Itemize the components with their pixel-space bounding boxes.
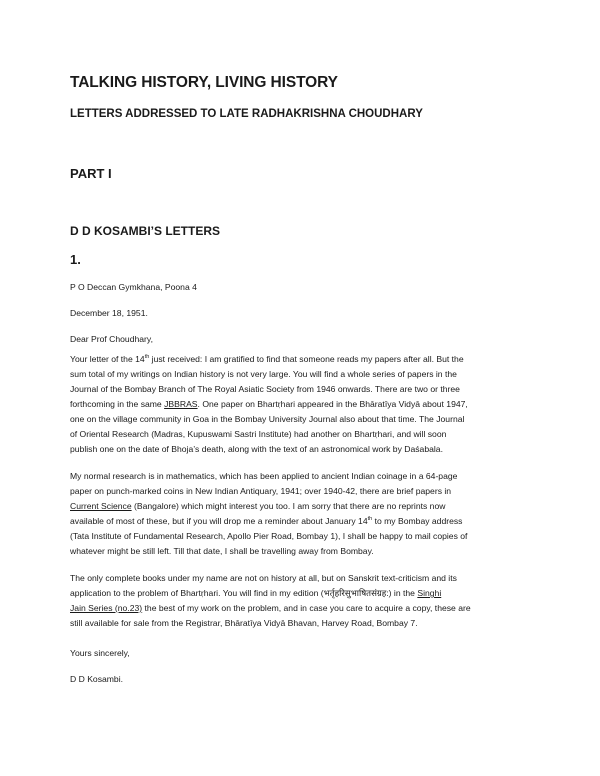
paragraph-line: of Oriental Research (Madras, Kupuswami Sastri Institute) had another on Bhartṛhari, and will soon <box>70 429 447 439</box>
paragraph-line: Current Science (Bangalore) which might interest you too. I am sorry that there are no reprints now <box>70 501 446 511</box>
paragraph-line: application to the problem of Bhartṛhari. You will find in my edition (भर्तृहरिसुभाषितसंग्रह:) in the Singhi <box>70 588 442 598</box>
paragraph-line: My normal research is in mathematics, which has been applied to ancient Indian coinage in a 64-page <box>70 471 458 481</box>
document-subtitle: LETTERS ADDRESSED TO LATE RADHAKRISHNA CHOUDHARY <box>70 108 423 120</box>
paragraph-line: whatever might be still left. Till that date, I shall be travelling away from Bombay. <box>70 546 374 556</box>
letter-address: P O Deccan Gymkhana, Poona 4 <box>70 282 197 292</box>
letter-closing: Yours sincerely, <box>70 648 130 658</box>
part-heading: PART I <box>70 166 112 181</box>
paragraph-1 <box>70 352 540 457</box>
paragraph-line: Jain Series (no.23) the best of my work on the problem, and in case you care to acquire a copy, these are <box>70 603 471 613</box>
jain-series-link[interactable]: Jain Series (no.23) <box>70 603 143 613</box>
jbbras-link[interactable]: JBBRAS <box>164 399 198 409</box>
letter-salutation: Dear Prof Choudhary, <box>70 334 153 344</box>
paragraph-line: (Tata Institute of Fundamental Research, Apollo Pier Road, Bombay 1), I shall be happy to mail copies of <box>70 531 468 541</box>
letter-number: 1. <box>70 252 81 267</box>
singhi-link[interactable]: Singhi <box>417 588 442 598</box>
paragraph-3 <box>70 571 540 631</box>
letter-signature: D D Kosambi. <box>70 674 124 684</box>
paragraph-line: Journal of the Bombay Branch of The Royal Asiatic Society from 1946 onwards. There are two or three <box>70 384 460 394</box>
paragraph-line: available of most of these, but if you will drop me a reminder about January 14th to my Bombay address <box>70 516 463 526</box>
paragraph-line: Your letter of the 14th just received: I am gratified to find that someone reads my papers after all. But the <box>70 354 464 364</box>
paragraph-line: forthcoming in the same JBBRAS. One paper on Bhartṛhari appeared in the Bhāratīya Vidyā about 1947, <box>70 399 468 409</box>
paragraph-line: still available for sale from the Registrar, Bhāratīya Vidyā Bhavan, Harvey Road, Bombay 7. <box>70 618 418 628</box>
paragraph-line: The only complete books under my name are not on history at all, but on Sanskrit text-criticism and its <box>70 573 457 583</box>
paragraph-line: paper on punch-marked coins in New Indian Antiquary, 1941; over 1940-42, there are brief papers in <box>70 486 452 496</box>
document-title: TALKING HISTORY, LIVING HISTORY <box>70 74 338 91</box>
letter-date: December 18, 1951. <box>70 308 148 318</box>
paragraph-line: sum total of my writings on Indian history is not very large. You will find a whole series of papers in the <box>70 369 457 379</box>
paragraph-line: publish one on the date of Bhoja’s death, along with the text of an astronomical work by Daśabala. <box>70 444 443 454</box>
section-heading: D D KOSAMBI’S LETTERS <box>70 224 221 238</box>
current-science-link[interactable]: Current Science <box>70 501 132 511</box>
paragraph-line: one on the village community in Goa in the Bombay University Journal also about that time. The Journal <box>70 414 465 424</box>
paragraph-2 <box>70 469 540 559</box>
